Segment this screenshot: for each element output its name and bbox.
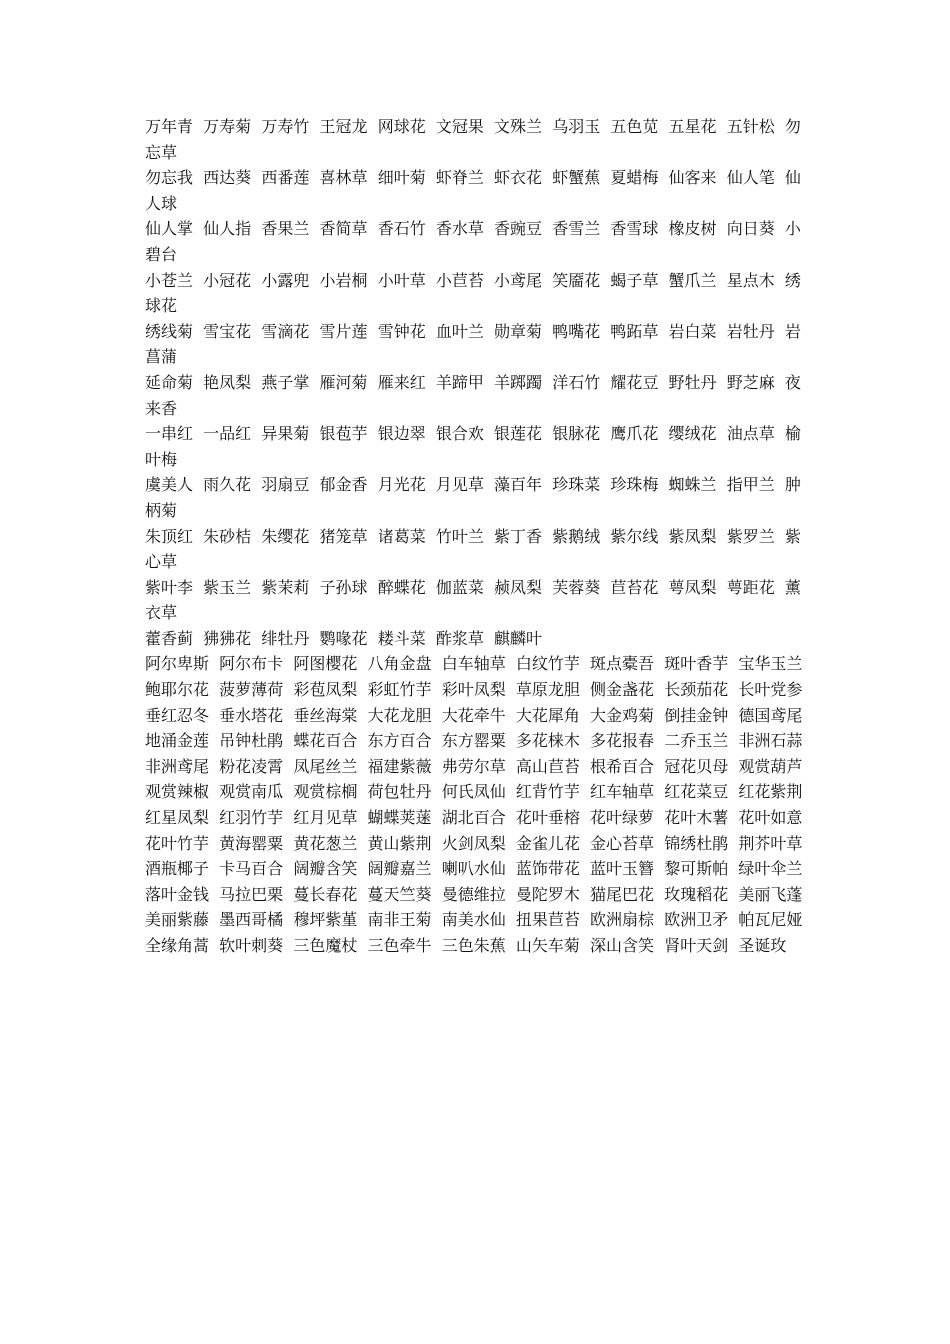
paragraph-9: 朱顶红 朱砂桔 朱缨花 猪笼草 诸葛菜 竹叶兰 紫丁香 紫鹅绒 紫尔线 紫凤梨 紫罗兰 紫心草: [145, 526, 801, 572]
paragraph-6: 延命菊 艳凤梨 燕子掌 雁河菊 雁来红 羊蹄甲 羊踯躅 洋石竹 耀花豆 野牡丹 野芝麻 夜来香: [145, 372, 801, 418]
paragraph-4: 小苍兰 小冠花 小露兜 小岩桐 小叶草 小苣苔 小鸢尾 笑靥花 蝎子草 蟹爪兰 星点木 绣球花: [145, 270, 801, 316]
paragraph-10: 紫叶李 紫玉兰 紫茉莉 子孙球 醉蝶花 伽蓝菜 赪凤梨 芙蓉葵 苣苔花 萼凤梨 萼距花 薰衣草: [145, 577, 801, 623]
paragraph-11: 藿香蓟 狒狒花 绯牡丹 鹦喙花 耧斗菜 酢浆草 麒麟叶: [145, 628, 543, 648]
paragraph-14: 垂红忍冬 垂水塔花 垂丝海棠 大花龙胆 大花牵牛 大花犀角 大金鸡菊 倒挂金钟 德国鸢尾: [145, 705, 803, 725]
paragraph-1: 万年青 万寿菊 万寿竹 王冠龙 网球花 文冠果 文殊兰 乌羽玉 五色苋 五星花 五针松 勿忘草: [145, 117, 801, 162]
paragraph-12: 阿尔卑斯 阿尔布卡 阿图樱花 八角金盘 白车轴草 白纹竹芋 斑点橐吾 斑叶香芋 宝华玉兰: [145, 654, 803, 674]
paragraph-19: 花叶竹芋 黄海罂粟 黄花葱兰 黄山紫荆 火剑凤梨 金雀儿花 金心苔草 锦绣杜鹃 荆芥叶草: [145, 833, 803, 853]
paragraph-5: 绣线菊 雪宝花 雪滴花 雪片莲 雪钟花 血叶兰 勋章菊 鸭嘴花 鸭跖草 岩白菜 岩牡丹 岩菖蒲: [145, 321, 801, 367]
paragraph-21: 落叶金钱 马拉巴栗 蔓长春花 蔓天竺葵 曼德维拉 曼陀罗木 猫尾巴花 玫瑰稻花 美丽飞蓬: [145, 884, 803, 904]
paragraph-22: 美丽紫藤 墨西哥橘 穆坪紫堇 南非王菊 南美水仙 扭果苣苔 欧洲扇棕 欧洲卫矛 帕瓦尼娅: [145, 910, 803, 930]
paragraph-8: 虞美人 雨久花 羽扇豆 郁金香 月光花 月见草 藻百年 珍珠菜 珍珠梅 蜘蛛兰 指甲兰 肿柄菊: [145, 475, 801, 520]
paragraph-13: 鲍耶尔花 菠萝薄荷 彩苞凤梨 彩虹竹芋 彩叶凤梨 草原龙胆 侧金盏花 长颈茄花 长叶党参: [145, 680, 803, 700]
paragraph-16: 非洲鸢尾 粉花凌霄 凤尾丝兰 福建紫薇 弗劳尔草 高山苣苔 根希百合 冠花贝母 观赏葫芦: [145, 756, 803, 776]
paragraph-20: 酒瓶椰子 卡马百合 阔瓣含笑 阔瓣嘉兰 喇叭水仙 蓝饰带花 蓝叶玉簪 黎可斯帕 绿叶伞兰: [145, 859, 803, 879]
paragraph-18: 红星凤梨 红羽竹芋 红月见草 蝴蝶荚蒾 湖北百合 花叶垂榕 花叶绿萝 花叶木薯 花叶如意: [145, 808, 803, 828]
paragraph-17: 观赏辣椒 观赏南瓜 观赏棕榈 荷包牡丹 何氏凤仙 红背竹芋 红车轴草 红花菜豆 红花紫荆: [145, 782, 803, 802]
paragraph-2: 勿忘我 西达葵 西番莲 喜林草 细叶菊 虾脊兰 虾衣花 虾蟹蕉 夏蜡梅 仙客来 仙人笔 仙人球: [145, 168, 801, 213]
paragraph-7: 一串红 一品红 异果菊 银苞芋 银边翠 银合欢 银莲花 银脉花 鹰爪花 缨绒花 油点草 榆叶梅: [145, 424, 801, 469]
paragraph-15: 地涌金莲 吊钟杜鹃 蝶花百合 东方百合 东方罂粟 多花梾木 多花报春 二乔玉兰 非洲石蒜: [145, 731, 803, 751]
plant-name-list: [145, 114, 810, 959]
paragraph-3: 仙人掌 仙人指 香果兰 香简草 香石竹 香水草 香豌豆 香雪兰 香雪球 橡皮树 向日葵 小碧台: [145, 219, 801, 264]
paragraph-23: 全缘角蒿 软叶刺葵 三色魔杖 三色牵牛 三色朱蕉 山矢车菊 深山含笑 肾叶天剑 圣诞玫: [145, 936, 787, 955]
